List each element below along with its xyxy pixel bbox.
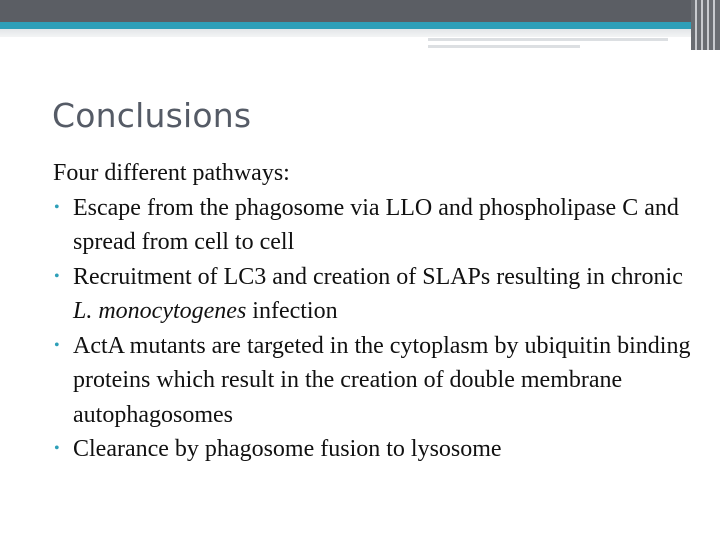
header-accent-bar [0,22,720,29]
bullet-item [53,260,703,329]
bullet-text: Recruitment of LC3 and creation of SLAPs resulting in chronic [73,263,683,290]
bullet-text: Clearance by phagosome fusion to lysosome [73,436,502,462]
bullet-list [53,191,703,467]
bullet-item [53,329,703,433]
bullet-text: ActA mutants are targeted in the cytoplasm by ubiquitin binding proteins which result in the creation of double membrane autophagosomes [73,332,691,428]
header-rule-short [428,45,580,48]
bullet-icon: • [54,336,60,354]
stripe-line [701,0,703,50]
bullet-icon: • [54,198,60,216]
corner-stripe-decoration [691,0,720,50]
bullet-icon: • [54,440,60,457]
bullet-item [53,191,703,260]
stripe-line [695,0,697,50]
bullet-text: Escape from the phagosome via LLO and phospholipase C and spread from cell to cell [73,194,679,255]
header-rule-long [428,38,668,41]
species-name: L. monocytogenes [73,298,247,324]
bullet-icon: • [54,267,60,285]
header-dark-bar [0,0,720,22]
slide-title: Conclusions [52,96,252,135]
header-light-band [0,29,720,37]
bullet-text: infection [246,298,338,324]
intro-text: Four different pathways: [53,160,290,186]
bullet-item [53,432,703,467]
stripe-line [713,0,715,50]
stripe-line [707,0,709,50]
slide-body [53,156,703,467]
